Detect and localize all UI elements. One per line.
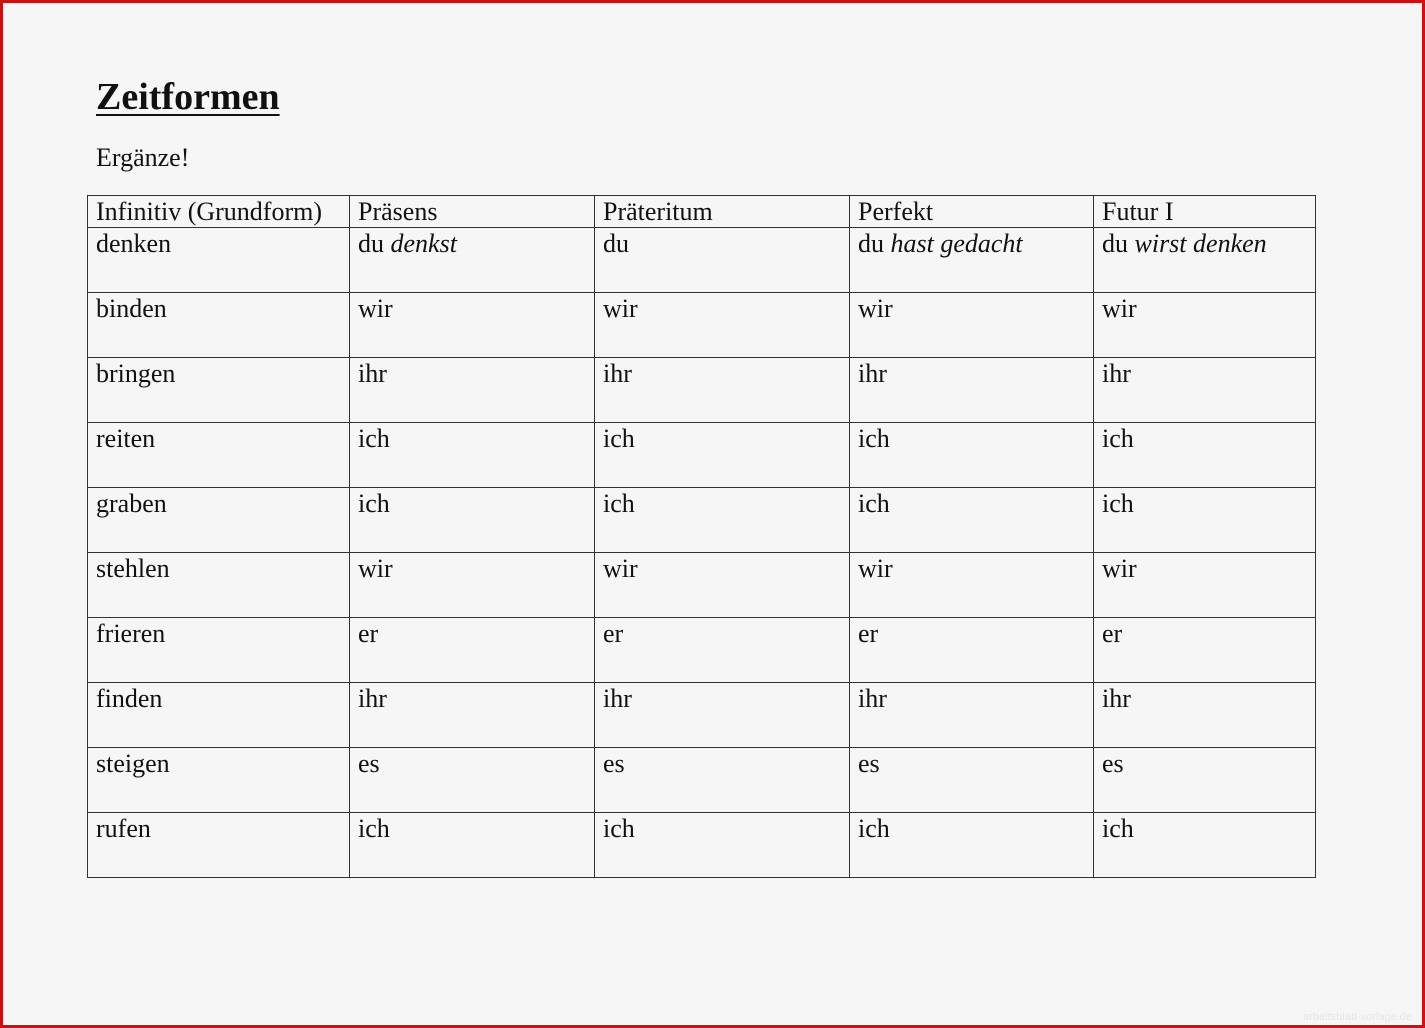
cell-praesens[interactable] bbox=[350, 358, 595, 423]
cell-infinitive: finden bbox=[88, 683, 350, 748]
table-row bbox=[88, 488, 1316, 553]
pronoun-text: ihr bbox=[358, 359, 387, 388]
table-row bbox=[88, 683, 1316, 748]
cell-futur[interactable] bbox=[1094, 553, 1316, 618]
pronoun-text: ich bbox=[858, 424, 890, 453]
cell-futur[interactable] bbox=[1094, 293, 1316, 358]
pronoun-text: ich bbox=[1102, 489, 1134, 518]
pronoun-text: ihr bbox=[358, 684, 387, 713]
table-row bbox=[88, 293, 1316, 358]
cell-futur[interactable] bbox=[1094, 683, 1316, 748]
header-infinitive: Infinitiv (Grundform) bbox=[88, 196, 350, 228]
page-title: Zeitformen bbox=[96, 76, 280, 118]
cell-perfekt[interactable] bbox=[850, 618, 1094, 683]
cell-infinitive: frieren bbox=[88, 618, 350, 683]
pronoun-text: ich bbox=[358, 424, 390, 453]
pronoun-text: ich bbox=[603, 424, 635, 453]
pronoun-text: ihr bbox=[858, 359, 887, 388]
pronoun-text: ihr bbox=[603, 684, 632, 713]
cell-praeteritum[interactable] bbox=[595, 293, 850, 358]
pronoun-text: wir bbox=[358, 294, 393, 323]
cell-praesens[interactable] bbox=[350, 813, 595, 878]
pronoun-text: wir bbox=[603, 294, 638, 323]
cell-infinitive: stehlen bbox=[88, 553, 350, 618]
cell-infinitive: denken bbox=[88, 228, 350, 293]
cell-futur[interactable] bbox=[1094, 358, 1316, 423]
cell-praeteritum[interactable] bbox=[595, 683, 850, 748]
table-row bbox=[88, 618, 1316, 683]
pronoun-text: er bbox=[1102, 619, 1123, 648]
pronoun-text: ich bbox=[358, 489, 390, 518]
cell-praeteritum[interactable] bbox=[595, 358, 850, 423]
table-row bbox=[88, 553, 1316, 618]
cell-perfekt[interactable] bbox=[850, 228, 1094, 293]
cell-infinitive: graben bbox=[88, 488, 350, 553]
cell-praeteritum[interactable] bbox=[595, 488, 850, 553]
pronoun-text: du bbox=[1102, 229, 1128, 258]
pronoun-text: wir bbox=[858, 554, 893, 583]
cell-infinitive: steigen bbox=[88, 748, 350, 813]
pronoun-text: wir bbox=[358, 554, 393, 583]
cell-praeteritum[interactable] bbox=[595, 618, 850, 683]
pronoun-text: er bbox=[358, 619, 379, 648]
cell-perfekt[interactable] bbox=[850, 358, 1094, 423]
cell-perfekt[interactable] bbox=[850, 488, 1094, 553]
pronoun-text: ihr bbox=[603, 359, 632, 388]
cell-perfekt[interactable] bbox=[850, 293, 1094, 358]
pronoun-text: wir bbox=[858, 294, 893, 323]
cell-futur[interactable] bbox=[1094, 488, 1316, 553]
example-verb: wirst denken bbox=[1134, 229, 1267, 258]
pronoun-text: du bbox=[858, 229, 884, 258]
cell-futur[interactable] bbox=[1094, 228, 1316, 293]
instruction-text: Ergänze! bbox=[96, 143, 190, 172]
header-praesens: Präsens bbox=[350, 196, 595, 228]
pronoun-text: es bbox=[1102, 749, 1124, 778]
table-row bbox=[88, 748, 1316, 813]
pronoun-text: es bbox=[358, 749, 380, 778]
pronoun-text: ihr bbox=[1102, 359, 1131, 388]
pronoun-text: du bbox=[603, 229, 629, 258]
pronoun-text: er bbox=[858, 619, 879, 648]
cell-infinitive: rufen bbox=[88, 813, 350, 878]
cell-praeteritum[interactable] bbox=[595, 423, 850, 488]
cell-perfekt[interactable] bbox=[850, 748, 1094, 813]
cell-perfekt[interactable] bbox=[850, 813, 1094, 878]
table-row bbox=[88, 423, 1316, 488]
header-perfekt: Perfekt bbox=[850, 196, 1094, 228]
cell-praeteritum[interactable] bbox=[595, 813, 850, 878]
example-verb: denkst bbox=[390, 229, 457, 258]
header-praeteritum: Präteritum bbox=[595, 196, 850, 228]
cell-perfekt[interactable] bbox=[850, 423, 1094, 488]
pronoun-text: er bbox=[603, 619, 624, 648]
pronoun-text: ich bbox=[858, 814, 890, 843]
pronoun-text: ich bbox=[858, 489, 890, 518]
cell-futur[interactable] bbox=[1094, 813, 1316, 878]
cell-perfekt[interactable] bbox=[850, 683, 1094, 748]
cell-praeteritum[interactable] bbox=[595, 748, 850, 813]
cell-futur[interactable] bbox=[1094, 423, 1316, 488]
pronoun-text: du bbox=[358, 229, 384, 258]
cell-praesens[interactable] bbox=[350, 228, 595, 293]
pronoun-text: ich bbox=[603, 814, 635, 843]
watermark: arbeitsblatt-vorlage.de bbox=[1303, 1011, 1412, 1023]
header-futur: Futur I bbox=[1094, 196, 1316, 228]
pronoun-text: ich bbox=[358, 814, 390, 843]
tense-table bbox=[87, 195, 1316, 878]
pronoun-text: es bbox=[603, 749, 625, 778]
pronoun-text: ihr bbox=[1102, 684, 1131, 713]
pronoun-text: ich bbox=[1102, 814, 1134, 843]
cell-infinitive: binden bbox=[88, 293, 350, 358]
cell-perfekt[interactable] bbox=[850, 553, 1094, 618]
cell-praeteritum[interactable] bbox=[595, 553, 850, 618]
pronoun-text: ich bbox=[1102, 424, 1134, 453]
cell-infinitive: bringen bbox=[88, 358, 350, 423]
cell-praeteritum[interactable] bbox=[595, 228, 850, 293]
cell-futur[interactable] bbox=[1094, 748, 1316, 813]
example-row bbox=[88, 228, 1316, 293]
cell-futur[interactable] bbox=[1094, 618, 1316, 683]
cell-praesens[interactable] bbox=[350, 293, 595, 358]
pronoun-text: wir bbox=[603, 554, 638, 583]
cell-praesens[interactable] bbox=[350, 618, 595, 683]
cell-praesens[interactable] bbox=[350, 423, 595, 488]
table-header-row bbox=[88, 196, 1316, 228]
pronoun-text: wir bbox=[1102, 294, 1137, 323]
table-row bbox=[88, 358, 1316, 423]
pronoun-text: wir bbox=[1102, 554, 1137, 583]
cell-praesens[interactable] bbox=[350, 683, 595, 748]
cell-praesens[interactable] bbox=[350, 488, 595, 553]
cell-praesens[interactable] bbox=[350, 553, 595, 618]
cell-praesens[interactable] bbox=[350, 748, 595, 813]
table-row bbox=[88, 813, 1316, 878]
pronoun-text: es bbox=[858, 749, 880, 778]
pronoun-text: ihr bbox=[858, 684, 887, 713]
cell-infinitive: reiten bbox=[88, 423, 350, 488]
example-verb: hast gedacht bbox=[890, 229, 1023, 258]
pronoun-text: ich bbox=[603, 489, 635, 518]
